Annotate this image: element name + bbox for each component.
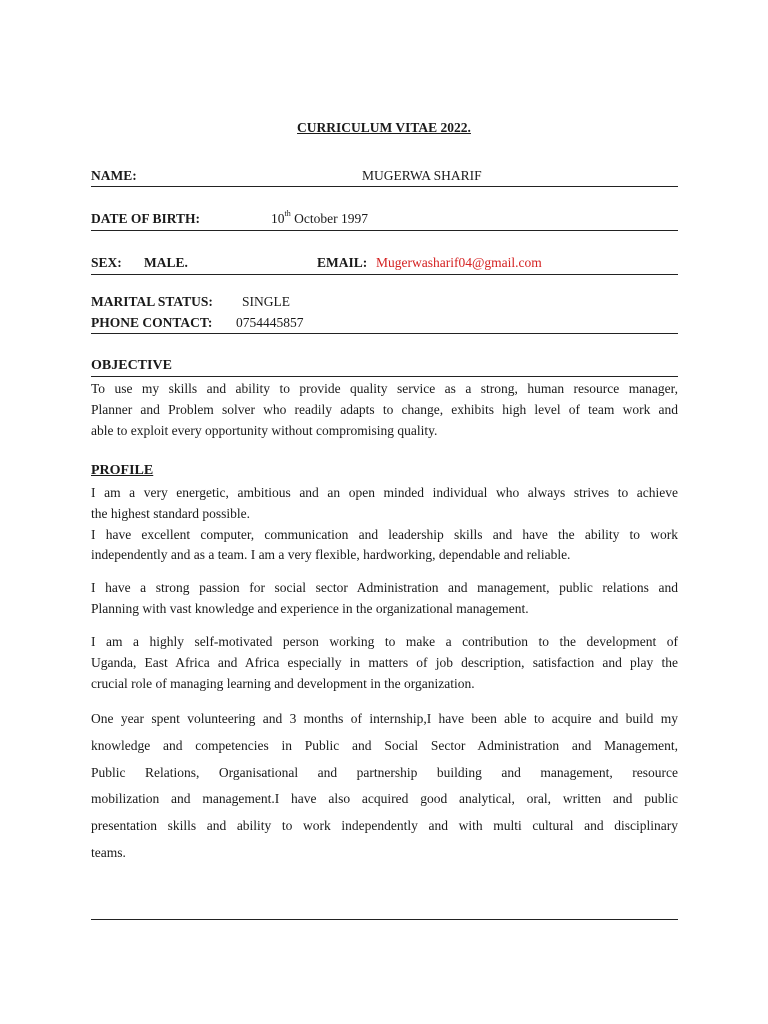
text-line: Planner and Problem solver who readily adapts to change, exhibits high level of team work and — [91, 401, 678, 417]
sex-label: SEX: — [91, 255, 122, 270]
text-line: independently and as a team. I am a very flexible, hardworking, dependable and reliable. — [91, 547, 571, 563]
phone-label: PHONE CONTACT: — [91, 315, 213, 330]
dob-value: 10th October 1997 — [271, 209, 368, 226]
objective-heading: OBJECTIVE — [91, 358, 172, 373]
text-line: To use my skills and ability to provide quality service as a strong, human resource manager, — [91, 381, 678, 396]
text-line: I have excellent computer, communication and leadership skills and have the ability to work — [91, 526, 678, 542]
text-line: mobilization and management.I have also acquired good analytical, oral, written and public — [91, 791, 678, 807]
text-line: One year spent volunteering and 3 months of internship,I have been able to acquire and build my — [91, 711, 678, 726]
text-line: Uganda, East Africa and Africa especially in matters of job description, satisfaction and play the — [91, 654, 678, 670]
profile-paragraph-1 — [91, 483, 678, 566]
document-title: CURRICULUM VITAE 2022. — [297, 120, 471, 135]
text-line: I am a highly self-motivated person working to make a contribution to the development of — [91, 634, 678, 649]
divider — [91, 274, 678, 275]
text-line: the highest standard possible. — [91, 505, 250, 521]
phone-value: 0754445857 — [236, 315, 304, 330]
footer-divider — [91, 919, 678, 920]
text-line: Planning with vast knowledge and experience in the organizational management. — [91, 600, 529, 616]
text-line: Public Relations, Organisational and partnership building and management, resource — [91, 764, 678, 780]
profile-paragraph-2 — [91, 578, 678, 620]
name-value: MUGERWA SHARIF — [362, 168, 482, 183]
text-line: presentation skills and ability to work independently and with multi cultural and disciplinary — [91, 818, 678, 834]
marital-status-value: SINGLE — [242, 294, 290, 309]
email-label: EMAIL: — [317, 255, 368, 270]
text-line: teams. — [91, 844, 126, 860]
divider — [91, 333, 678, 334]
objective-paragraph — [91, 379, 678, 441]
divider — [91, 186, 678, 187]
text-line: I am a very energetic, ambitious and an open minded individual who always strives to achieve — [91, 485, 678, 500]
sex-value: MALE. — [144, 255, 188, 270]
name-label: NAME: — [91, 168, 137, 183]
divider — [91, 376, 678, 377]
email-link[interactable]: Mugerwasharif04@gmail.com — [376, 255, 542, 270]
marital-status-label: MARITAL STATUS: — [91, 294, 213, 309]
text-line: able to exploit every opportunity without compromising quality. — [91, 422, 438, 438]
text-line: I have a strong passion for social sector Administration and management, public relations and — [91, 580, 678, 595]
profile-heading: PROFILE — [91, 463, 154, 478]
profile-paragraph-4 — [91, 706, 678, 867]
text-line: knowledge and competencies in Public and Social Sector Administration and Management, — [91, 737, 678, 753]
profile-paragraph-3 — [91, 632, 678, 694]
dob-label: DATE OF BIRTH: — [91, 211, 201, 226]
divider — [91, 230, 678, 231]
text-line: crucial role of managing learning and development in the organization. — [91, 675, 475, 691]
